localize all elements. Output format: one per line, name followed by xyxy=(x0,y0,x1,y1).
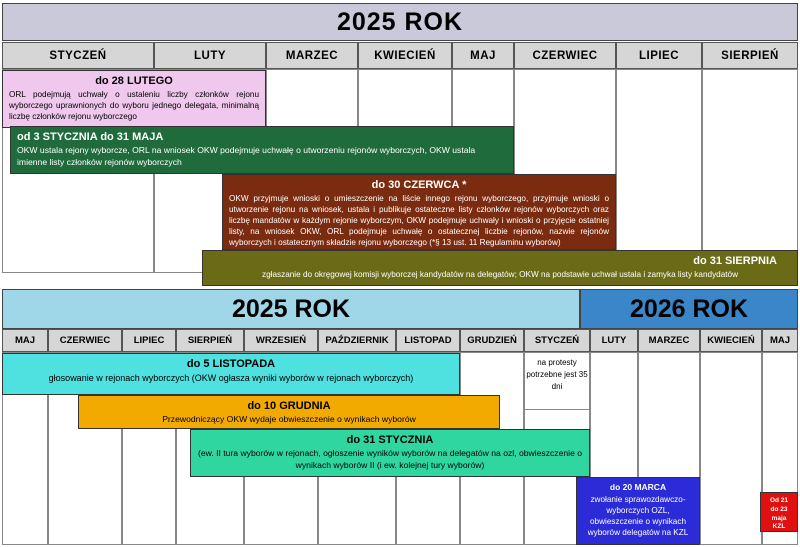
month-header-maj-2: MAJ xyxy=(2,329,48,352)
grid-col-sierpien xyxy=(702,69,798,273)
month-header-styczen-2026: STYCZEŃ xyxy=(524,329,590,352)
event-protesty-body: na protesty potrzebne jest 35 dni xyxy=(526,358,588,391)
month-header-luty: LUTY xyxy=(154,42,266,69)
event-kzl-body: Od 21 do 23 maja KZL xyxy=(769,497,789,531)
grid2-col-kwiecien26 xyxy=(700,352,762,545)
event-20-marca[interactable] xyxy=(576,477,700,545)
month-header-kwiecien: KWIECIEŃ xyxy=(358,42,452,69)
event-28-lutego[interactable] xyxy=(2,70,266,128)
event-3-stycznia-31-maja-header: od 3 STYCZNIA do 31 MAJA xyxy=(17,131,164,143)
month-header-maj-2026: MAJ xyxy=(762,329,798,352)
month-header-pazdziernik: PAŹDZIERNIK xyxy=(318,329,396,352)
month-header-lipiec: LIPIEC xyxy=(616,42,702,69)
year-title-2025-lower: 2025 ROK xyxy=(2,289,580,329)
event-31-sierpnia[interactable] xyxy=(202,250,798,286)
event-10-grudnia-header: do 10 GRUDNIA xyxy=(247,400,331,412)
month-header-wrzesien: WRZESIEŃ xyxy=(244,329,318,352)
event-30-czerwca-body: OKW przyjmuje wnioski o umieszczenie na liście innego rejonu wyborczego, przyjmuje wnioski o utworzenie rejonu na wniosek, ustala i publikuje ostateczne listy członków rejonów wyborczych oraz liczbę mandatów w każdym rejonie wyborczym, OKW podejmuje uchwały i wnioski o przyjęcie ostatniej listy, na wniosek OKW, ORL podejmuje uchwałę o ostatecznej liczbie rejonów, nazwie rejonów wyborczych i ostatecznym składzie rejonu wyborczego (*§ 13 ust. 11 Regulaminu wyborów) xyxy=(229,194,609,248)
event-31-stycznia[interactable] xyxy=(190,429,590,477)
event-10-grudnia[interactable] xyxy=(78,395,500,429)
month-header-sierpien: SIERPIEŃ xyxy=(702,42,798,69)
event-20-marca-header: do 20 MARCA xyxy=(609,482,667,492)
month-header-czerwiec-2: CZERWIEC xyxy=(48,329,122,352)
event-31-sierpnia-header: do 31 SIERPNIA xyxy=(693,255,777,267)
event-28-lutego-body: ORL podejmują uchwały o ustaleniu liczby członków rejonu wyborczego uprawnionych do wyboru jednego delegata, minimalną liczbę członków rejonu wyborczego xyxy=(9,90,259,122)
year-title-2025-upper: 2025 ROK xyxy=(2,3,798,41)
event-31-sierpnia-body: zgłaszanie do okręgowej komisji wyborczej kandydatów na delegatów; OKW na podstawie uchwał ustala i zamyka listy kandydatów xyxy=(261,270,739,279)
month-header-maj: MAJ xyxy=(452,42,514,69)
month-header-marzec-2026: MARZEC xyxy=(638,329,700,352)
event-20-marca-body: zwołanie sprawozdawczo-wyborczych OZL, obwieszczenie o wynikach wyborów delegatów na KZL xyxy=(587,495,689,538)
month-header-czerwiec: CZERWIEC xyxy=(514,42,616,69)
event-31-stycznia-header: do 31 STYCZNIA xyxy=(346,434,434,446)
event-30-czerwca[interactable] xyxy=(222,174,616,250)
month-header-listopad: LISTOPAD xyxy=(396,329,460,352)
year-title-2026: 2026 ROK xyxy=(580,289,798,329)
event-30-czerwca-header: do 30 CZERWCA * xyxy=(371,179,467,191)
month-header-styczen: STYCZEŃ xyxy=(2,42,154,69)
month-header-kwiecien-2026: KWIECIEŃ xyxy=(700,329,762,352)
month-header-lipiec-2: LIPIEC xyxy=(122,329,176,352)
event-5-listopada-header: do 5 LISTOPADA xyxy=(186,358,276,370)
event-31-stycznia-body: (ew. II tura wyborów w rejonach, ogłoszenie wyników wyborów na delegatów na ozl, obwieszczenie o wynikach wyborów II (i ew. kolejnej tury wyborów) xyxy=(197,448,583,470)
event-10-grudnia-body: Przewodniczący OKW wydaje obwieszczenie o wynikach wyborów xyxy=(162,414,416,424)
event-3-stycznia-31-maja-body: OKW ustala rejony wyborcze, ORL na wniosek OKW podejmuje uchwałę o utworzeniu rejonów wyborczych, OKW ustala imienne listy członków rejonów wyborczych xyxy=(17,145,476,167)
event-protesty xyxy=(524,352,590,410)
grid-col-lipiec xyxy=(616,69,702,273)
event-5-listopada-body: głosowanie w rejonach wyborczych (OKW ogłasza wyniki wyborów w rejonach wyborczych) xyxy=(48,373,414,383)
month-header-marzec: MARZEC xyxy=(266,42,358,69)
event-kzl[interactable] xyxy=(760,492,798,532)
month-header-sierpien-2: SIERPIEŃ xyxy=(176,329,244,352)
event-5-listopada[interactable] xyxy=(2,353,460,395)
month-header-grudzien: GRUDZIEŃ xyxy=(460,329,524,352)
event-28-lutego-header: do 28 LUTEGO xyxy=(95,75,173,87)
month-header-luty-2026: LUTY xyxy=(590,329,638,352)
event-3-stycznia-31-maja[interactable] xyxy=(10,126,514,174)
